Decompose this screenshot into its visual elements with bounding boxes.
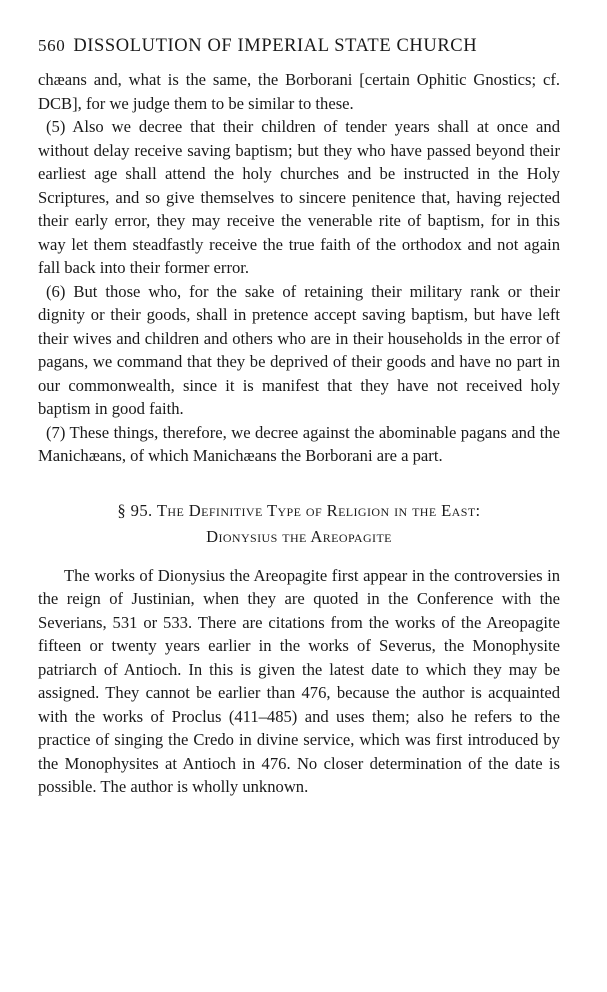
section-heading — [38, 498, 560, 550]
section-body-paragraph: The works of Dionysius the Areopagite first appear in the controversies in the reign of Justinian, when they are quoted in the Conference with the Severians, 531 or 533. There are citations from the works of the Areopagite fifteen or twenty years earlier in the works of Severus, the Monophysite patriarch of Antioch. In this is given the latest date to which they may be assigned. They cannot be earlier than 476, because the author is acquainted with the works of Proclus (411–485) and uses them; also he refers to the practice of singing the Credo in divine service, which was first introduced by the Monophysites at Antioch in 476. No closer determination of the date is possible. The author is wholly unknown. — [38, 565, 560, 796]
section-title-line-2: Dionysius the Areopagite — [206, 526, 392, 546]
book-page — [38, 28, 560, 799]
section-number: § 95. — [117, 500, 153, 520]
page-number: 560 — [38, 36, 66, 55]
edict-clause-7: (7) These things, therefore, we decree against the abominable pagans and the Manichæans, of which Manichæans the Borborani are a part. — [38, 422, 560, 465]
running-title: DISSOLUTION OF IMPERIAL STATE CHURCH — [73, 36, 478, 56]
edict-clause-5: (5) Also we decree that their children of tender years shall at once and without delay receive saving baptism; but they who have passed beyond their earliest age shall attend the holy churches and be instructed in the Holy Scriptures, and so give themselves to sincere penitence that, having rejected their early error, they may receive the venerable rite of baptism, for in this way let them steadfastly receive the true faith of the orthodox and not again fall back into their former error. — [38, 117, 560, 277]
running-head — [38, 28, 560, 68]
section-title-line-1: The Definitive Type of Religion in the East: — [156, 500, 481, 520]
edict-continuation-paragraph: chæans and, what is the same, the Borborani [certain Ophitic Gnostics; cf. DCB], for we judge them to be similar to these. — [38, 70, 560, 113]
edict-clause-6: (6) But those who, for the sake of retaining their military rank or their dignity or their goods, shall in pretence accept saving baptism, but have left their wives and children and others who are in their households in the error of pagans, we command that they be deprived of their goods and have no part in our commonwealth, since it is manifest that they have not received holy baptism in good faith. — [38, 281, 560, 418]
section-spacer — [38, 468, 560, 498]
section-heading-line-1 — [38, 498, 560, 524]
